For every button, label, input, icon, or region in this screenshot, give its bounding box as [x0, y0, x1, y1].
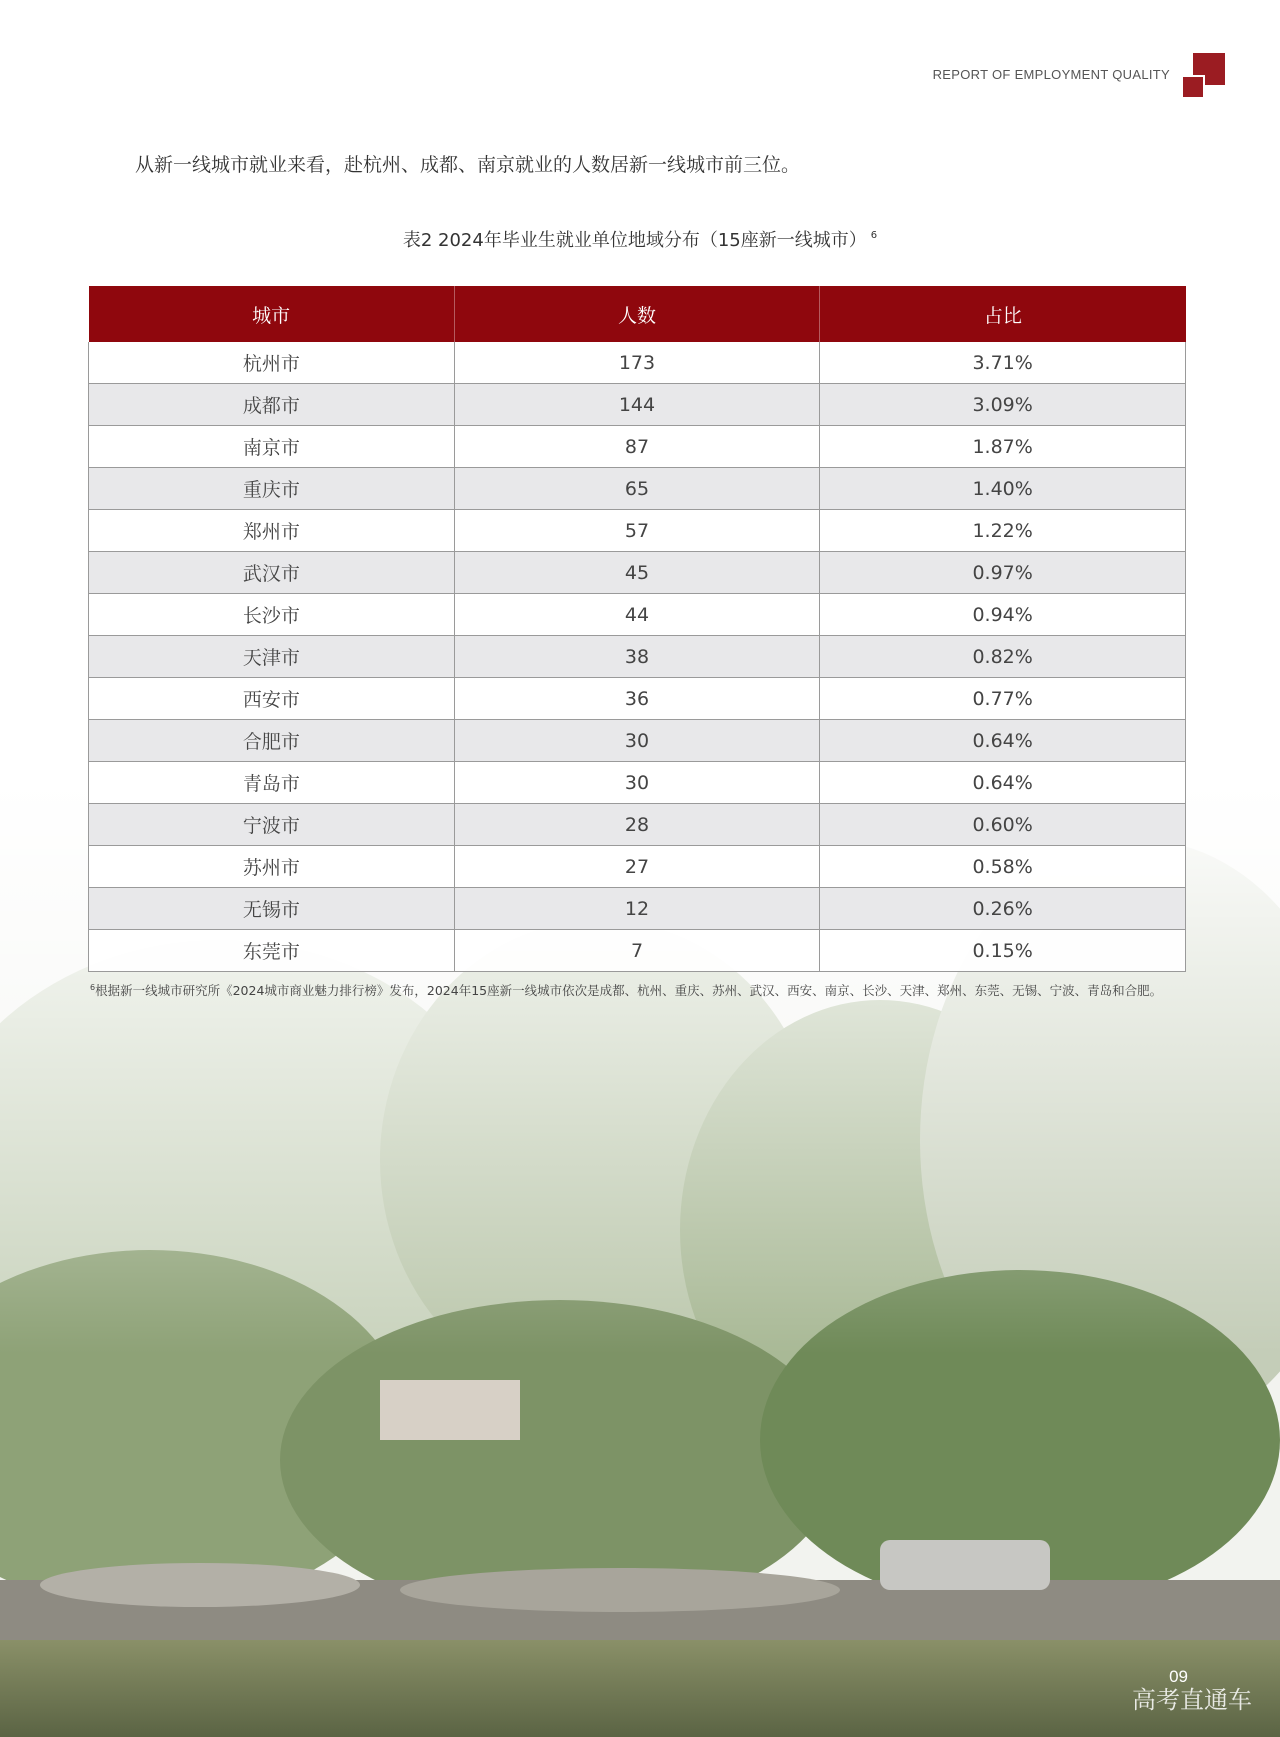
table-row	[89, 468, 1186, 510]
watermark-text: 高考直通车	[1132, 1686, 1252, 1714]
cell-count: 7	[454, 930, 820, 972]
cell-city: 杭州市	[89, 342, 455, 384]
table-row	[89, 930, 1186, 972]
cell-city: 天津市	[89, 636, 455, 678]
cell-city: 长沙市	[89, 594, 455, 636]
table-row	[89, 552, 1186, 594]
table-caption-text: 表2 2024年毕业生就业单位地域分布（15座新一线城市）	[402, 230, 867, 251]
table-row	[89, 846, 1186, 888]
cell-city: 苏州市	[89, 846, 455, 888]
report-logo-icon	[1183, 53, 1225, 97]
cell-ratio: 0.64%	[820, 762, 1186, 804]
cell-count: 44	[454, 594, 820, 636]
cell-city: 武汉市	[89, 552, 455, 594]
table-row	[89, 804, 1186, 846]
cell-count: 57	[454, 510, 820, 552]
table-caption	[0, 226, 1280, 252]
cell-city: 成都市	[89, 384, 455, 426]
report-header-label: REPORT OF EMPLOYMENT QUALITY	[932, 67, 1170, 82]
cell-count: 45	[454, 552, 820, 594]
cell-city: 东莞市	[89, 930, 455, 972]
cell-ratio: 1.22%	[820, 510, 1186, 552]
city-distribution-table	[88, 286, 1186, 972]
table-caption-note: 6	[870, 230, 878, 241]
table-row	[89, 720, 1186, 762]
cell-ratio: 0.82%	[820, 636, 1186, 678]
page-number: 09	[1169, 1667, 1188, 1686]
cell-count: 27	[454, 846, 820, 888]
table-header-row	[89, 286, 1186, 342]
cell-city: 青岛市	[89, 762, 455, 804]
cell-ratio: 0.77%	[820, 678, 1186, 720]
cell-city: 宁波市	[89, 804, 455, 846]
cell-city: 合肥市	[89, 720, 455, 762]
table-row	[89, 594, 1186, 636]
cell-count: 65	[454, 468, 820, 510]
cell-count: 28	[454, 804, 820, 846]
header-ratio: 占比	[820, 286, 1186, 342]
cell-ratio: 0.60%	[820, 804, 1186, 846]
intro-paragraph: 从新一线城市就业来看，赴杭州、成都、南京就业的人数居新一线城市前三位。	[135, 154, 801, 176]
cell-count: 30	[454, 720, 820, 762]
cell-ratio: 1.87%	[820, 426, 1186, 468]
cell-ratio: 1.40%	[820, 468, 1186, 510]
cell-ratio: 0.64%	[820, 720, 1186, 762]
cell-ratio: 3.09%	[820, 384, 1186, 426]
table-row	[89, 888, 1186, 930]
cell-city: 西安市	[89, 678, 455, 720]
table-row	[89, 762, 1186, 804]
cell-count: 30	[454, 762, 820, 804]
table-row	[89, 510, 1186, 552]
footnote-marker: 6	[90, 982, 96, 992]
table-row	[89, 636, 1186, 678]
cell-ratio: 0.26%	[820, 888, 1186, 930]
cell-count: 38	[454, 636, 820, 678]
table-row	[89, 678, 1186, 720]
table-row	[89, 342, 1186, 384]
cell-count: 173	[454, 342, 820, 384]
cell-count: 87	[454, 426, 820, 468]
header-count: 人数	[454, 286, 820, 342]
cell-city: 重庆市	[89, 468, 455, 510]
cell-count: 12	[454, 888, 820, 930]
footnote	[90, 981, 1162, 999]
cell-city: 南京市	[89, 426, 455, 468]
cell-ratio: 0.94%	[820, 594, 1186, 636]
header-city: 城市	[89, 286, 455, 342]
table-row	[89, 384, 1186, 426]
cell-city: 郑州市	[89, 510, 455, 552]
cell-ratio: 0.97%	[820, 552, 1186, 594]
cell-count: 36	[454, 678, 820, 720]
cell-ratio: 0.15%	[820, 930, 1186, 972]
cell-ratio: 3.71%	[820, 342, 1186, 384]
cell-city: 无锡市	[89, 888, 455, 930]
cell-count: 144	[454, 384, 820, 426]
footnote-text: 根据新一线城市研究所《2024城市商业魅力排行榜》发布，2024年15座新一线城市依次是成都、杭州、重庆、苏州、武汉、西安、南京、长沙、天津、郑州、东莞、无锡、宁波、青岛和合肥。	[95, 983, 1163, 998]
cell-ratio: 0.58%	[820, 846, 1186, 888]
table-row	[89, 426, 1186, 468]
